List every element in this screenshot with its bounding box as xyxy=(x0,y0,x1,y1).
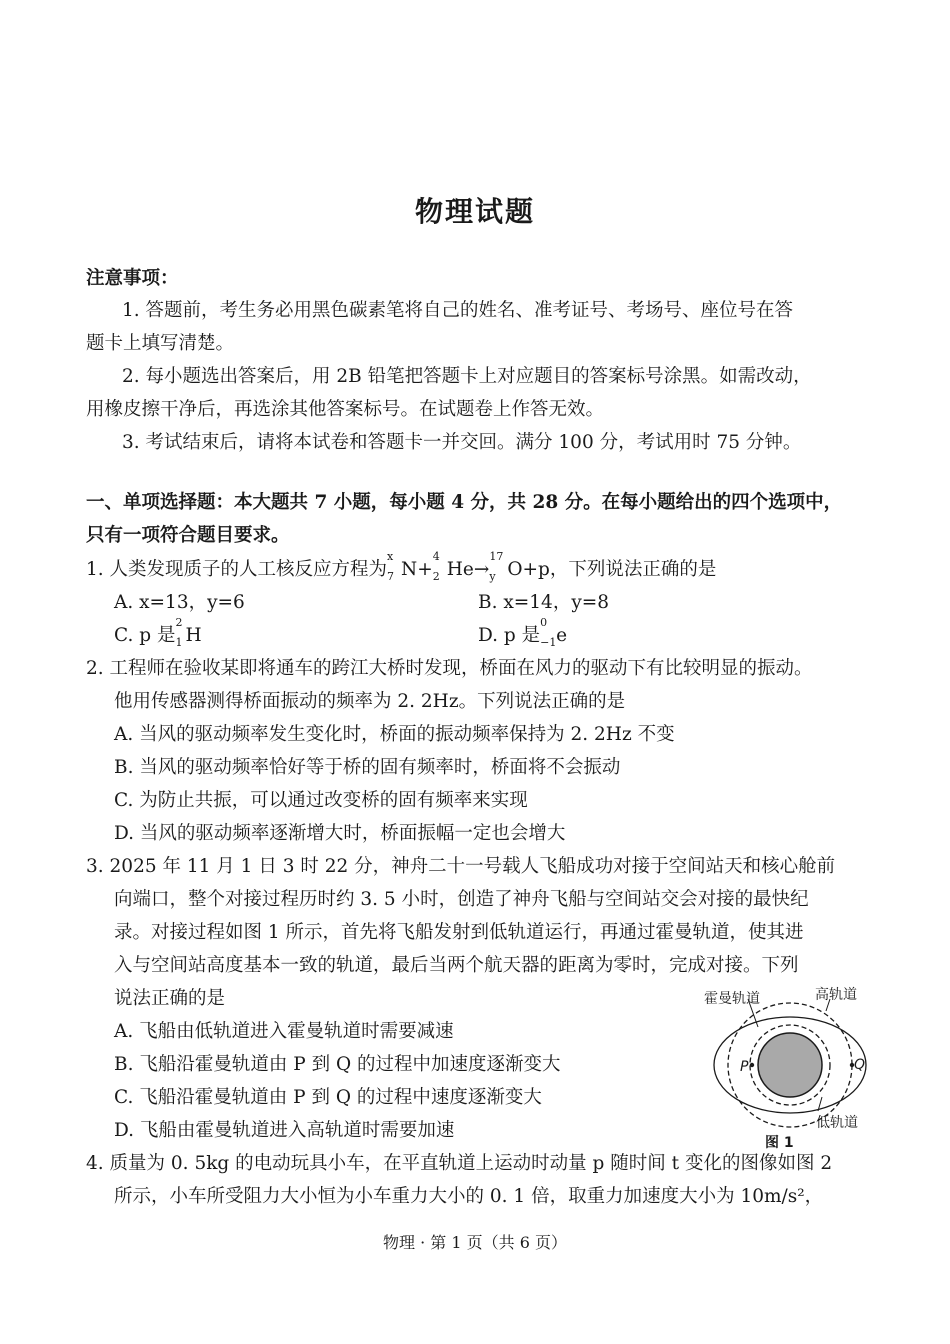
q1-option-a: A. x=13，y=6 xyxy=(114,592,245,613)
question-3-line-5: 说法正确的是 xyxy=(114,988,226,1009)
label-p: P xyxy=(740,1059,749,1075)
section-1-heading-line-1: 一、单项选择题：本大题共 7 小题，每小题 4 分，共 28 分。在每小题给出的四个选项中， xyxy=(86,492,843,513)
notice-item-2-line-2: 用橡皮擦干净后，再选涂其他答案标号。在试题卷上作答无效。 xyxy=(86,399,605,420)
q3-option-d: D. 飞船由霍曼轨道进入高轨道时需要加速 xyxy=(114,1120,455,1141)
figure-caption: 图 1 xyxy=(765,1135,794,1150)
question-2-line-2: 他用传感器测得桥面振动的频率为 2. 2Hz。下列说法正确的是 xyxy=(114,691,626,712)
question-3-line-1: 3. 2025 年 11 月 1 日 3 时 22 分，神舟二十一号载人飞船成功对接于空间站天和核心舱前 xyxy=(86,856,836,877)
oxygen-symbol: O+p xyxy=(507,559,550,580)
question-3-line-3: 录。对接过程如图 1 所示，首先将飞船发射到低轨道运行，再通过霍曼轨道，使其进 xyxy=(114,922,804,943)
q1-prefix: 1. 人类发现质子的人工核反应方程为 xyxy=(86,559,388,580)
nuclide-electron: 0 −1 xyxy=(540,616,557,649)
q2-option-b: B. 当风的驱动频率恰好等于桥的固有频率时，桥面将不会振动 xyxy=(114,757,621,778)
nuclide-oxygen: 17 y xyxy=(489,550,504,583)
question-4-line-2: 所示，小车所受阻力大小恒为小车重力大小的 0. 1 倍，取重力加速度大小为 10m/s²， xyxy=(114,1186,824,1207)
point-p-dot xyxy=(750,1063,754,1067)
page-title: 物理试题 xyxy=(414,195,535,228)
nuclide-nitrogen: x 7 xyxy=(387,550,395,583)
q3-option-b: B. 飞船沿霍曼轨道由 P 到 Q 的过程中加速度逐渐变大 xyxy=(114,1054,561,1075)
q2-option-c: C. 为防止共振，可以通过改变桥的固有频率来实现 xyxy=(114,790,528,811)
q1-option-b: B. x=14，y=8 xyxy=(478,592,610,613)
question-4-line-1: 4. 质量为 0. 5kg 的电动玩具小车，在平直轨道上运动时动量 p 随时间 t 变化的图像如图 2 xyxy=(86,1153,833,1174)
question-3-line-4: 入与空间站高度基本一致的轨道，最后当两个航天器的距离为零时，完成对接。下列 xyxy=(114,955,799,976)
notice-heading: 注意事项： xyxy=(86,268,179,289)
nuclide-deuterium: 2 1 xyxy=(175,616,183,649)
page-footer: 物理 · 第 1 页（共 6 页） xyxy=(383,1233,567,1252)
nitrogen-symbol: N+ xyxy=(401,559,433,580)
q1-option-c: C. p 是 2 1 H xyxy=(114,616,202,649)
notice-item-1-line-2: 题卡上填写清楚。 xyxy=(86,333,235,354)
q1-suffix: ，下列说法正确的是 xyxy=(549,559,717,580)
label-high: 高轨道 xyxy=(815,987,857,1003)
q2-option-d: D. 当风的驱动频率逐渐增大时，桥面振幅一定也会增大 xyxy=(114,823,566,844)
question-3-line-2: 向端口，整个对接过程历时约 3. 5 小时，创造了神舟飞船与空间站交会对接的最快纪 xyxy=(114,889,809,910)
notice-item-2-line-1: 2. 每小题选出答案后，用 2B 铅笔把答题卡上对应题目的答案标号涂黑。如需改动， xyxy=(122,366,812,387)
section-1-heading-line-2: 只有一项符合题目要求。 xyxy=(86,525,290,546)
nuclide-helium: 4 2 xyxy=(432,550,440,583)
question-2-line-1: 2. 工程师在验收某即将通车的跨江大桥时发现，桥面在风力的驱动下有比较明显的振动。 xyxy=(86,658,813,679)
helium-symbol: He→ xyxy=(446,559,490,580)
question-1-stem xyxy=(86,550,717,583)
earth-disk xyxy=(758,1033,822,1097)
q3-option-c: C. 飞船沿霍曼轨道由 P 到 Q 的过程中速度逐渐变大 xyxy=(114,1087,542,1108)
q1-option-d: D. p 是 0 −1 e xyxy=(478,616,568,649)
label-low: 低轨道 xyxy=(816,1115,858,1131)
orbit-figure xyxy=(700,985,875,1150)
notice-item-3: 3. 考试结束后，请将本试卷和答题卡一并交回。满分 100 分，考试用时 75 分钟。 xyxy=(122,432,802,453)
q3-option-a: A. 飞船由低轨道进入霍曼轨道时需要减速 xyxy=(114,1021,454,1042)
notice-item-1-line-1: 1. 答题前，考生务必用黑色碳素笔将自己的姓名、准考证号、考场号、座位号在答 xyxy=(122,300,794,321)
q2-option-a: A. 当风的驱动频率发生变化时，桥面的振动频率保持为 2. 2Hz 不变 xyxy=(114,724,675,745)
label-hohmann: 霍曼轨道 xyxy=(704,991,760,1007)
label-q: Q xyxy=(854,1057,866,1073)
